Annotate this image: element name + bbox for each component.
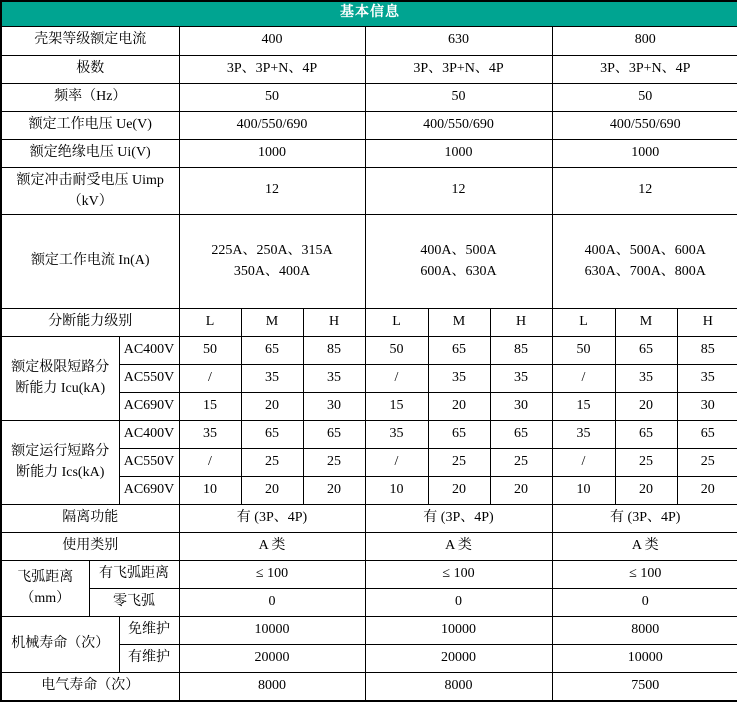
- breaking-level-cell: H: [303, 308, 365, 336]
- ics-sub-label: AC550V: [119, 448, 179, 476]
- row-label-usage: 使用类别: [1, 532, 179, 560]
- icu-cell: 15: [179, 392, 241, 420]
- arc-col1: ≤ 100: [179, 560, 365, 588]
- mech-life-col2: 10000: [365, 616, 552, 644]
- in-current-col3-line2: 630A、700A、800A: [584, 264, 706, 279]
- icu-cell: 50: [552, 336, 615, 364]
- icu-cell: 20: [428, 392, 490, 420]
- icu-cell: 35: [241, 364, 303, 392]
- usage-col3: A 类: [552, 532, 737, 560]
- ui-col1: 1000: [179, 139, 365, 167]
- row-label-arc: [1, 560, 89, 616]
- ui-col2: 1000: [365, 139, 552, 167]
- row-label-ui: 额定绝缘电压 Ui(V): [1, 139, 179, 167]
- breaking-level-cell: M: [615, 308, 677, 336]
- icu-cell: 30: [677, 392, 737, 420]
- icu-cell: 20: [241, 392, 303, 420]
- ics-sub-label: AC400V: [119, 420, 179, 448]
- ics-cell: 20: [677, 476, 737, 504]
- icu-cell: 85: [490, 336, 552, 364]
- frame-current-col1: 400: [179, 26, 365, 55]
- ue-col1: 400/550/690: [179, 111, 365, 139]
- in-current-col3-line1: 400A、500A、600A: [584, 243, 706, 258]
- row-label-uimp: [1, 167, 179, 214]
- ics-cell: 25: [615, 448, 677, 476]
- icu-cell: 30: [490, 392, 552, 420]
- uimp-label-line1: 额定冲击耐受电压 Uimp: [16, 172, 164, 188]
- icu-cell: 15: [365, 392, 428, 420]
- uimp-label-line2: （kV）: [67, 193, 113, 209]
- icu-cell: 35: [303, 364, 365, 392]
- icu-cell: 20: [615, 392, 677, 420]
- icu-sub-label: AC550V: [119, 364, 179, 392]
- arc-label-line2: （mm）: [20, 591, 71, 606]
- row-label-icu: [1, 336, 119, 420]
- breaking-level-cell: L: [365, 308, 428, 336]
- icu-cell: 30: [303, 392, 365, 420]
- row-label-frequency: 频率（Hz）: [1, 83, 179, 111]
- icu-cell: /: [552, 364, 615, 392]
- row-label-breaking-level: 分断能力级别: [1, 308, 179, 336]
- ue-col2: 400/550/690: [365, 111, 552, 139]
- ue-col3: 400/550/690: [552, 111, 737, 139]
- icu-cell: 35: [428, 364, 490, 392]
- breaking-level-cell: L: [179, 308, 241, 336]
- arc-sub-label: 零飞弧: [89, 588, 179, 616]
- icu-cell: 50: [365, 336, 428, 364]
- elec-life-col2: 8000: [365, 672, 552, 701]
- ics-cell: 20: [241, 476, 303, 504]
- usage-col2: A 类: [365, 532, 552, 560]
- ui-col3: 1000: [552, 139, 737, 167]
- arc-sub-label: 有飞弧距离: [89, 560, 179, 588]
- table-title: 基本信息: [1, 1, 737, 26]
- icu-label-line1: 额定极限短路分: [11, 360, 110, 375]
- row-label-mech-life: 机械寿命（次）: [1, 616, 119, 672]
- breaking-level-cell: M: [428, 308, 490, 336]
- arc-col2: ≤ 100: [365, 560, 552, 588]
- mech-life-sub-label: 有维护: [119, 644, 179, 672]
- usage-col1: A 类: [179, 532, 365, 560]
- row-label-in-current: 额定工作电流 In(A): [1, 214, 179, 308]
- ics-cell: 20: [490, 476, 552, 504]
- icu-cell: /: [365, 364, 428, 392]
- mech-life-col1: 20000: [179, 644, 365, 672]
- in-current-col2-line2: 600A、630A: [420, 264, 497, 279]
- uimp-col1: 12: [179, 167, 365, 214]
- icu-cell: 65: [428, 336, 490, 364]
- in-current-col2: [365, 214, 552, 308]
- mech-life-col3: 10000: [552, 644, 737, 672]
- icu-cell: 65: [615, 336, 677, 364]
- ics-cell: /: [365, 448, 428, 476]
- icu-cell: 65: [241, 336, 303, 364]
- icu-label-line2: 断能力 Icu(kA): [15, 381, 106, 396]
- icu-sub-label: AC690V: [119, 392, 179, 420]
- icu-cell: 85: [303, 336, 365, 364]
- poles-col2: 3P、3P+N、4P: [365, 55, 552, 83]
- ics-cell: 65: [490, 420, 552, 448]
- mech-life-col2: 20000: [365, 644, 552, 672]
- ics-cell: /: [552, 448, 615, 476]
- ics-cell: 65: [241, 420, 303, 448]
- ics-cell: 20: [615, 476, 677, 504]
- ics-cell: 35: [179, 420, 241, 448]
- ics-cell: 20: [428, 476, 490, 504]
- ics-cell: 25: [303, 448, 365, 476]
- row-label-isolation: 隔离功能: [1, 504, 179, 532]
- row-label-frame-current: 壳架等级额定电流: [1, 26, 179, 55]
- ics-cell: 10: [179, 476, 241, 504]
- ics-cell: 35: [365, 420, 428, 448]
- row-label-poles: 极数: [1, 55, 179, 83]
- ics-cell: 25: [677, 448, 737, 476]
- icu-cell: 35: [677, 364, 737, 392]
- row-label-ics: [1, 420, 119, 504]
- arc-col3: 0: [552, 588, 737, 616]
- arc-label-line1: 飞弧距离: [17, 570, 74, 585]
- in-current-col2-line1: 400A、500A: [420, 243, 497, 258]
- ics-cell: 20: [303, 476, 365, 504]
- in-current-col1-line1: 225A、250A、315A: [211, 243, 333, 258]
- arc-col2: 0: [365, 588, 552, 616]
- icu-cell: 50: [179, 336, 241, 364]
- ics-cell: 10: [552, 476, 615, 504]
- elec-life-col3: 7500: [552, 672, 737, 701]
- mech-life-col3: 8000: [552, 616, 737, 644]
- poles-col1: 3P、3P+N、4P: [179, 55, 365, 83]
- breaking-level-cell: L: [552, 308, 615, 336]
- ics-cell: 25: [428, 448, 490, 476]
- poles-col3: 3P、3P+N、4P: [552, 55, 737, 83]
- isolation-col2: 有 (3P、4P): [365, 504, 552, 532]
- row-label-ue: 额定工作电压 Ue(V): [1, 111, 179, 139]
- mech-life-sub-label: 免维护: [119, 616, 179, 644]
- ics-cell: /: [179, 448, 241, 476]
- ics-sub-label: AC690V: [119, 476, 179, 504]
- in-current-col1: [179, 214, 365, 308]
- ics-cell: 65: [615, 420, 677, 448]
- ics-cell: 25: [241, 448, 303, 476]
- row-label-elec-life: 电气寿命（次）: [1, 672, 179, 701]
- breaking-level-cell: M: [241, 308, 303, 336]
- icu-cell: /: [179, 364, 241, 392]
- icu-cell: 35: [615, 364, 677, 392]
- icu-cell: 35: [490, 364, 552, 392]
- isolation-col1: 有 (3P、4P): [179, 504, 365, 532]
- frequency-col3: 50: [552, 83, 737, 111]
- frame-current-col2: 630: [365, 26, 552, 55]
- breaking-level-cell: H: [677, 308, 737, 336]
- ics-cell: 10: [365, 476, 428, 504]
- frequency-col1: 50: [179, 83, 365, 111]
- ics-cell: 65: [428, 420, 490, 448]
- arc-col1: 0: [179, 588, 365, 616]
- icu-cell: 85: [677, 336, 737, 364]
- in-current-col3: [552, 214, 737, 308]
- in-current-col1-line2: 350A、400A: [233, 264, 311, 279]
- elec-life-col1: 8000: [179, 672, 365, 701]
- breaking-level-cell: H: [490, 308, 552, 336]
- isolation-col3: 有 (3P、4P): [552, 504, 737, 532]
- ics-cell: 35: [552, 420, 615, 448]
- icu-cell: 15: [552, 392, 615, 420]
- mech-life-col1: 10000: [179, 616, 365, 644]
- uimp-col2: 12: [365, 167, 552, 214]
- ics-cell: 65: [677, 420, 737, 448]
- icu-sub-label: AC400V: [119, 336, 179, 364]
- arc-col3: ≤ 100: [552, 560, 737, 588]
- uimp-col3: 12: [552, 167, 737, 214]
- ics-label-line1: 额定运行短路分: [11, 444, 110, 459]
- ics-label-line2: 断能力 Ics(kA): [16, 465, 105, 480]
- frequency-col2: 50: [365, 83, 552, 111]
- frame-current-col3: 800: [552, 26, 737, 55]
- ics-cell: 25: [490, 448, 552, 476]
- ics-cell: 65: [303, 420, 365, 448]
